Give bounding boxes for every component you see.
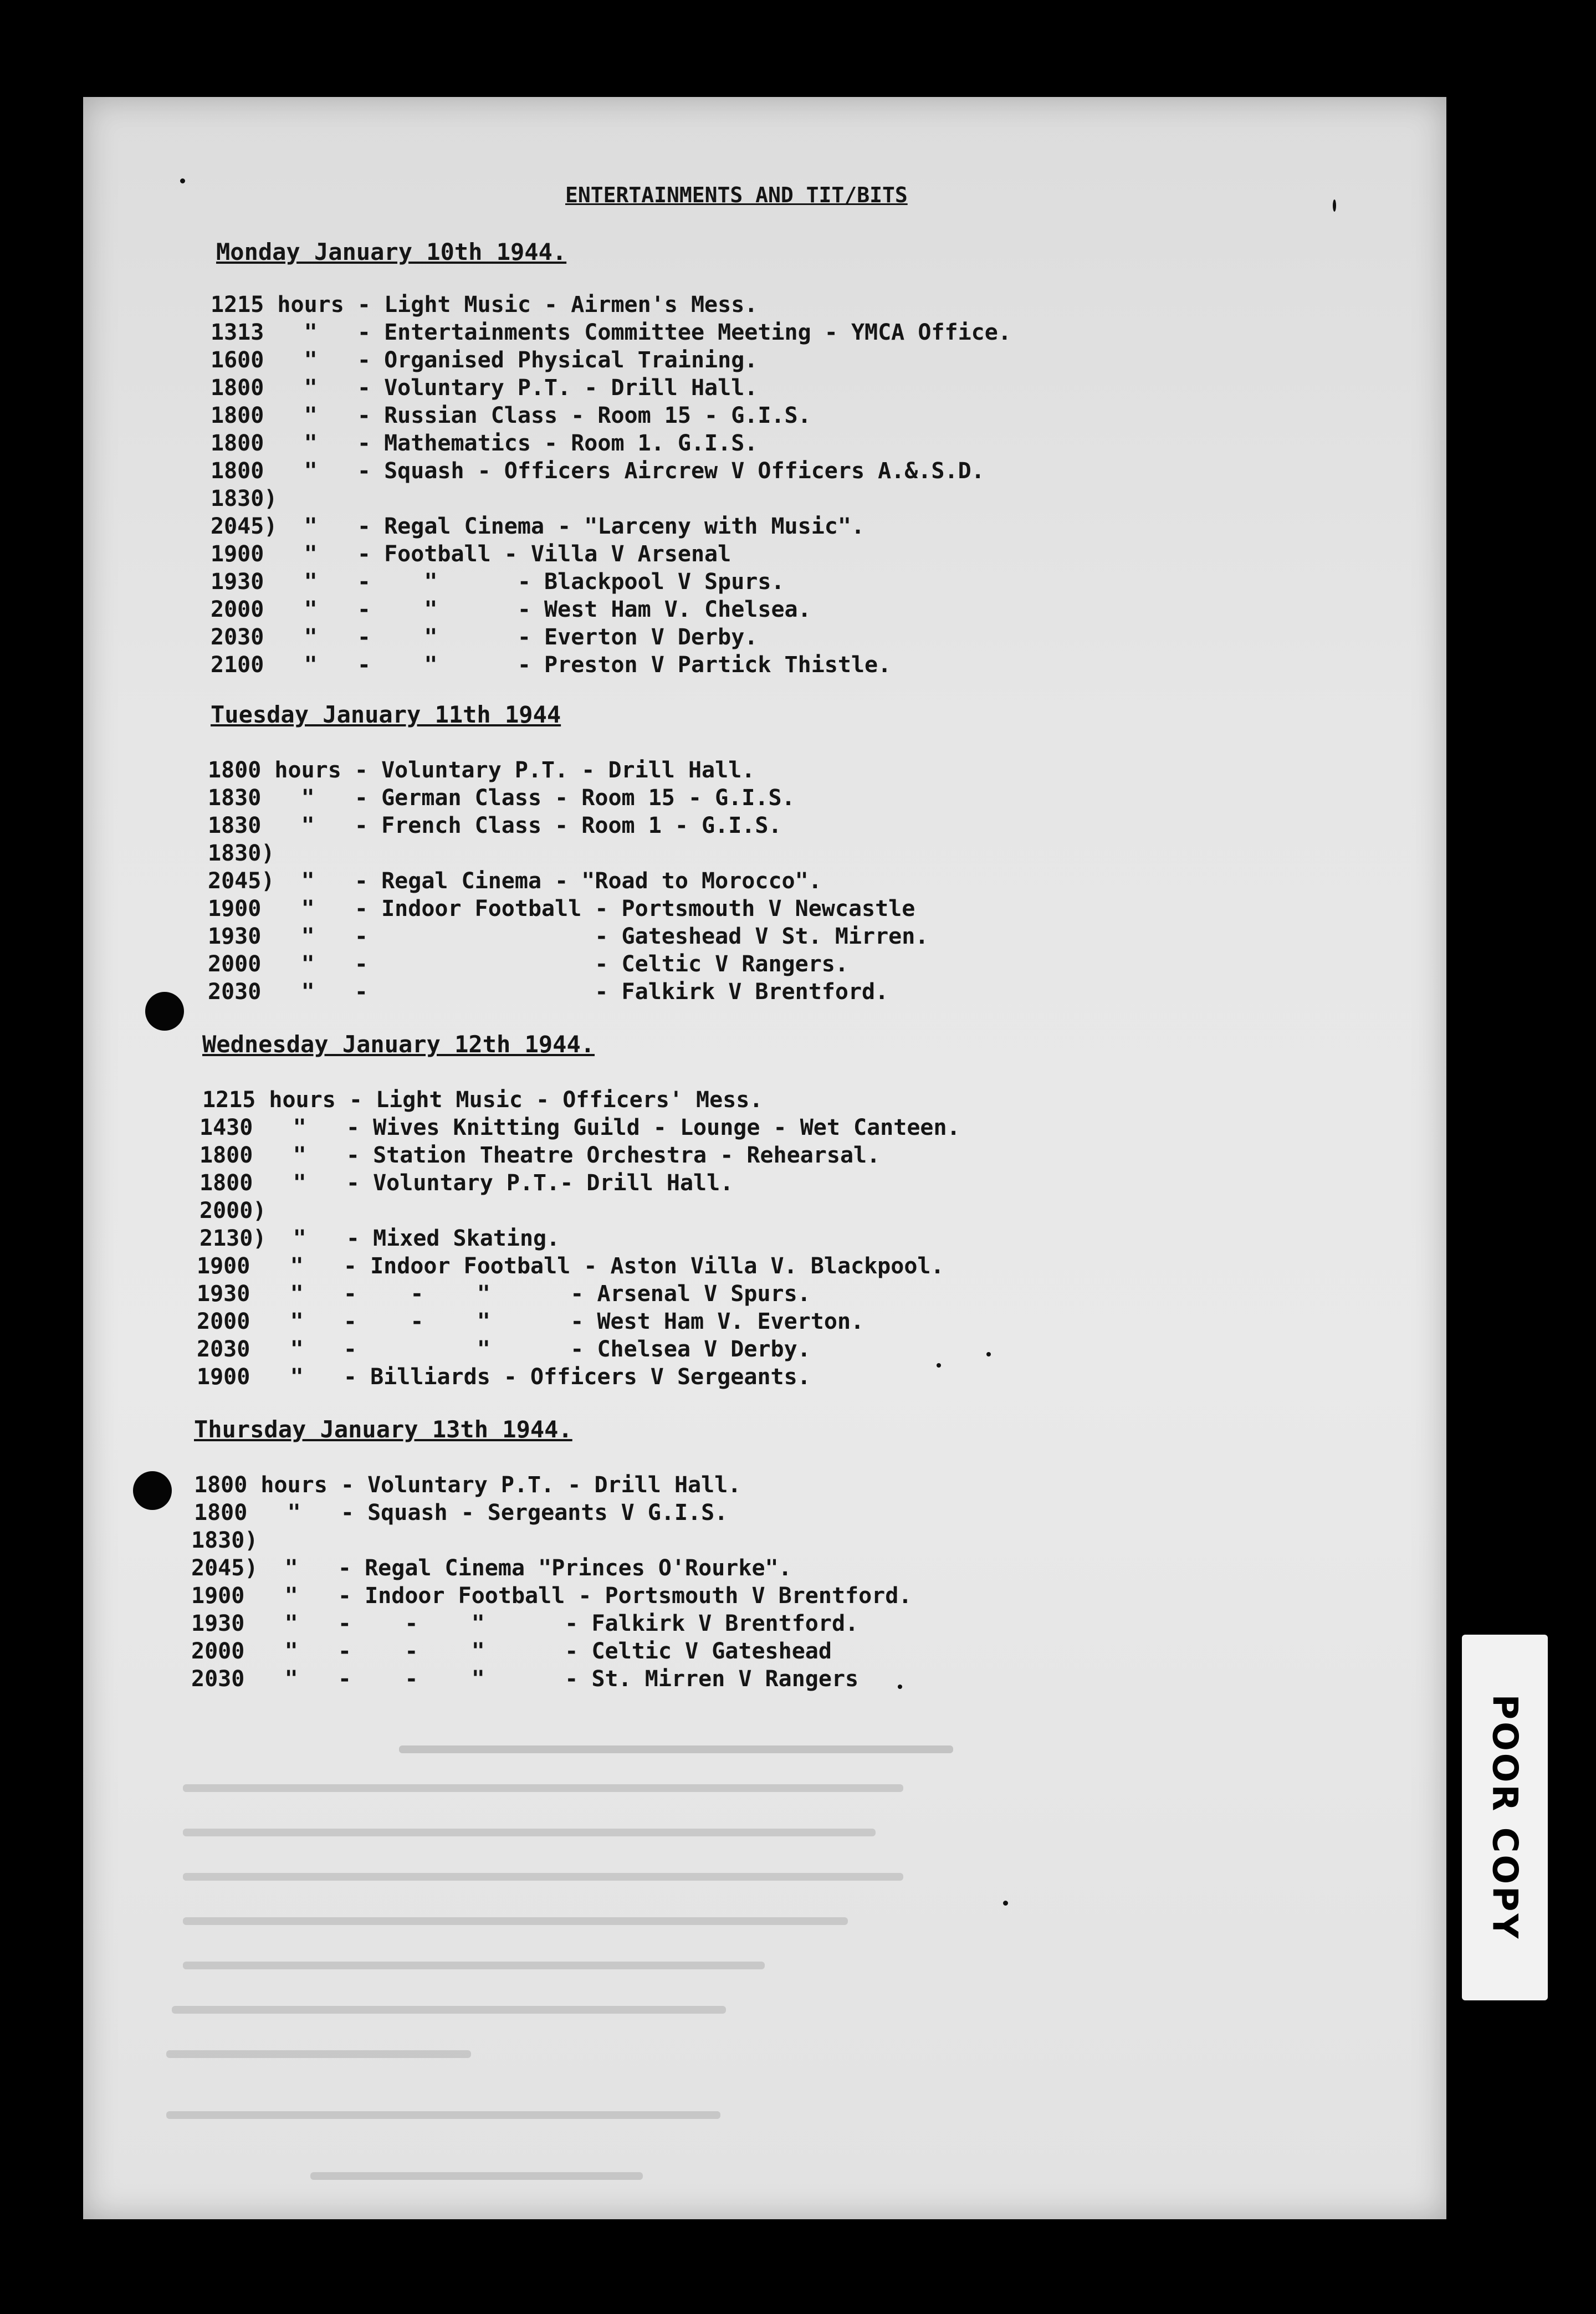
list-item: 1800 " - Station Theatre Orchestra - Rehearsal.: [200, 1143, 881, 1168]
list-item: 1830): [211, 486, 278, 511]
list-item: 2130) " - Mixed Skating.: [200, 1226, 560, 1251]
list-item: 2000 " - " - West Ham V. Chelsea.: [211, 597, 811, 622]
poor-copy-stamp: [1462, 1635, 1548, 2000]
list-item: 1313 " - Entertainments Committee Meeting - YMCA Office.: [211, 320, 1011, 345]
list-item: 1800 " - Squash - Officers Aircrew V Officers A.&.S.D.: [211, 458, 985, 484]
list-item: 2045) " - Regal Cinema "Princes O'Rourke".: [191, 1555, 792, 1581]
speck: [180, 178, 185, 183]
list-item: 1830 " - German Class - Room 15 - G.I.S.: [208, 785, 795, 811]
list-item: 1900 " - Indoor Football - Aston Villa V. Blackpool.: [197, 1253, 944, 1279]
day-heading-monday: Monday January 10th 1944.: [216, 238, 567, 265]
list-item: 2000 " - - Celtic V Rangers.: [208, 951, 848, 977]
list-item: 1800 " - Mathematics - Room 1. G.I.S.: [211, 431, 758, 456]
list-item: 2030 " - " - Chelsea V Derby.: [197, 1337, 811, 1362]
punch-hole: [145, 992, 184, 1031]
list-item: 1830): [208, 841, 275, 866]
speck: [898, 1685, 902, 1689]
list-item: 1900 " - Billiards - Officers V Sergeants.: [197, 1364, 811, 1390]
list-item: 1900 " - Indoor Football - Portsmouth V Brentford.: [191, 1583, 912, 1609]
list-item: 2030 " - " - Everton V Derby.: [211, 624, 758, 650]
list-item: 2030 " - - " - St. Mirren V Rangers: [191, 1666, 859, 1692]
stamp-label: POOR COPY: [1485, 1694, 1525, 1941]
speck: [1333, 199, 1336, 212]
list-item: 1930 " - - Gateshead V St. Mirren.: [208, 924, 929, 949]
list-item: 1900 " - Football - Villa V Arsenal: [211, 541, 732, 567]
list-item: 2030 " - - Falkirk V Brentford.: [208, 979, 889, 1005]
list-item: 1215 hours - Light Music - Officers' Mess.: [202, 1087, 763, 1113]
list-item: 2045) " - Regal Cinema - "Road to Morocco".: [208, 868, 822, 894]
list-item: 1830): [191, 1528, 258, 1553]
speck: [986, 1352, 991, 1356]
day-heading-wednesday: Wednesday January 12th 1944.: [202, 1031, 595, 1058]
list-item: 1600 " - Organised Physical Training.: [211, 347, 758, 373]
list-item: 1800 hours - Voluntary P.T. - Drill Hall.: [208, 757, 755, 783]
list-item: 1930 " - - " - Arsenal V Spurs.: [197, 1281, 811, 1307]
list-item: 2000 " - - " - West Ham V. Everton.: [197, 1309, 864, 1334]
list-item: 2000): [200, 1198, 267, 1223]
speck: [937, 1363, 941, 1368]
punch-hole: [133, 1471, 172, 1510]
list-item: 1900 " - Indoor Football - Portsmouth V Newcastle: [208, 896, 915, 921]
list-item: 1800 " - Voluntary P.T. - Drill Hall.: [211, 375, 758, 401]
list-item: 2000 " - - " - Celtic V Gateshead: [191, 1639, 832, 1664]
list-item: 1930 " - " - Blackpool V Spurs.: [211, 569, 785, 595]
day-heading-thursday: Thursday January 13th 1944.: [194, 1416, 572, 1443]
list-item: 1800 " - Voluntary P.T.- Drill Hall.: [200, 1170, 734, 1196]
list-item: 1800 " - Squash - Sergeants V G.I.S.: [194, 1500, 728, 1525]
list-item: 2100 " - " - Preston V Partick Thistle.: [211, 652, 892, 678]
list-item: 1800 " - Russian Class - Room 15 - G.I.S.: [211, 403, 811, 428]
list-item: 1430 " - Wives Knitting Guild - Lounge - Wet Canteen.: [200, 1115, 960, 1140]
list-item: 1930 " - - " - Falkirk V Brentford.: [191, 1611, 859, 1636]
day-heading-tuesday: Tuesday January 11th 1944: [211, 701, 561, 728]
list-item: 1215 hours - Light Music - Airmen's Mess.: [211, 292, 758, 318]
list-item: 1830 " - French Class - Room 1 - G.I.S.: [208, 813, 782, 838]
document-title: ENTERTAINMENTS AND TIT/BITS: [565, 183, 908, 207]
list-item: 1800 hours - Voluntary P.T. - Drill Hall.: [194, 1472, 741, 1498]
speck: [1003, 1901, 1008, 1906]
list-item: 2045) " - Regal Cinema - "Larceny with Music".: [211, 514, 865, 539]
